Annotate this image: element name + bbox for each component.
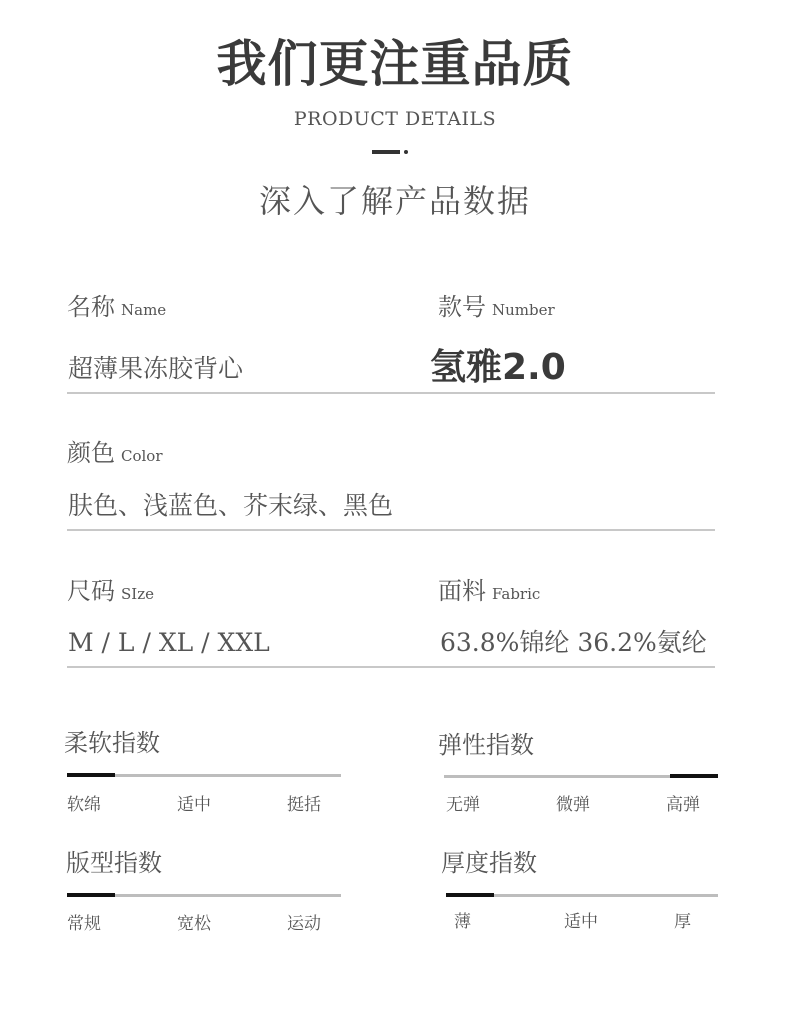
softness-tick-1: 适中 <box>177 795 211 815</box>
divider-size-row <box>67 666 715 668</box>
fabric-label-cn: 面料 <box>438 577 486 605</box>
elasticity-tick-0: 无弹 <box>446 795 480 815</box>
number-label-cn: 款号 <box>438 293 486 321</box>
softness-tick-0: 软绵 <box>67 795 101 815</box>
color-label-en: Color <box>121 447 163 465</box>
name-label-en: Name <box>121 301 167 319</box>
size-value: M / L / XL / XXL <box>68 628 270 657</box>
page-title: 我们更注重品质 <box>216 35 574 93</box>
color-field-label <box>67 438 163 468</box>
elasticity-index-track <box>444 775 718 778</box>
size-field-label <box>67 576 154 606</box>
thickness-tick-0: 薄 <box>454 912 471 932</box>
number-field-label <box>438 292 555 322</box>
fabric-field-label <box>438 576 540 606</box>
softness-tick-2: 挺括 <box>287 795 321 815</box>
elasticity-index-indicator <box>670 774 718 778</box>
thickness-index-title: 厚度指数 <box>441 849 537 877</box>
divider-color-row <box>67 529 715 531</box>
fit-index-indicator <box>67 893 115 897</box>
number-value: 氢雅2.0 <box>430 347 566 388</box>
title-divider-dot <box>404 150 408 154</box>
color-label-cn: 颜色 <box>67 439 115 467</box>
fit-index-track <box>67 894 341 897</box>
softness-index-indicator <box>67 773 115 777</box>
fit-tick-2: 运动 <box>287 914 321 934</box>
fabric-label-en: Fabric <box>492 585 541 603</box>
softness-index-track <box>67 774 341 777</box>
name-value: 超薄果冻胶背心 <box>68 354 244 383</box>
fit-tick-0: 常规 <box>67 914 101 934</box>
thickness-index-indicator <box>446 893 494 897</box>
number-label-en: Number <box>492 301 555 319</box>
color-value: 肤色、浅蓝色、芥末绿、黑色 <box>68 491 394 520</box>
size-label-en: SIze <box>121 585 154 603</box>
thickness-tick-1: 适中 <box>564 912 598 932</box>
subtitle-english: PRODUCT DETAILS <box>293 108 497 130</box>
divider-name-row <box>67 392 715 394</box>
subtitle-chinese: 深入了解产品数据 <box>258 182 531 220</box>
name-label-cn: 名称 <box>67 293 115 321</box>
elasticity-tick-2: 高弹 <box>666 795 700 815</box>
elasticity-tick-1: 微弹 <box>556 795 590 815</box>
fabric-value: 63.8%锦纶 36.2%氨纶 <box>440 628 707 657</box>
fit-tick-1: 宽松 <box>177 914 211 934</box>
elasticity-index-title: 弹性指数 <box>438 731 534 759</box>
size-label-cn: 尺码 <box>67 577 115 605</box>
title-divider-bar <box>372 150 400 154</box>
softness-index-title: 柔软指数 <box>64 729 160 757</box>
thickness-index-track <box>446 894 718 897</box>
fit-index-title: 版型指数 <box>66 849 162 877</box>
name-field-label <box>67 292 166 322</box>
thickness-tick-2: 厚 <box>674 912 691 932</box>
